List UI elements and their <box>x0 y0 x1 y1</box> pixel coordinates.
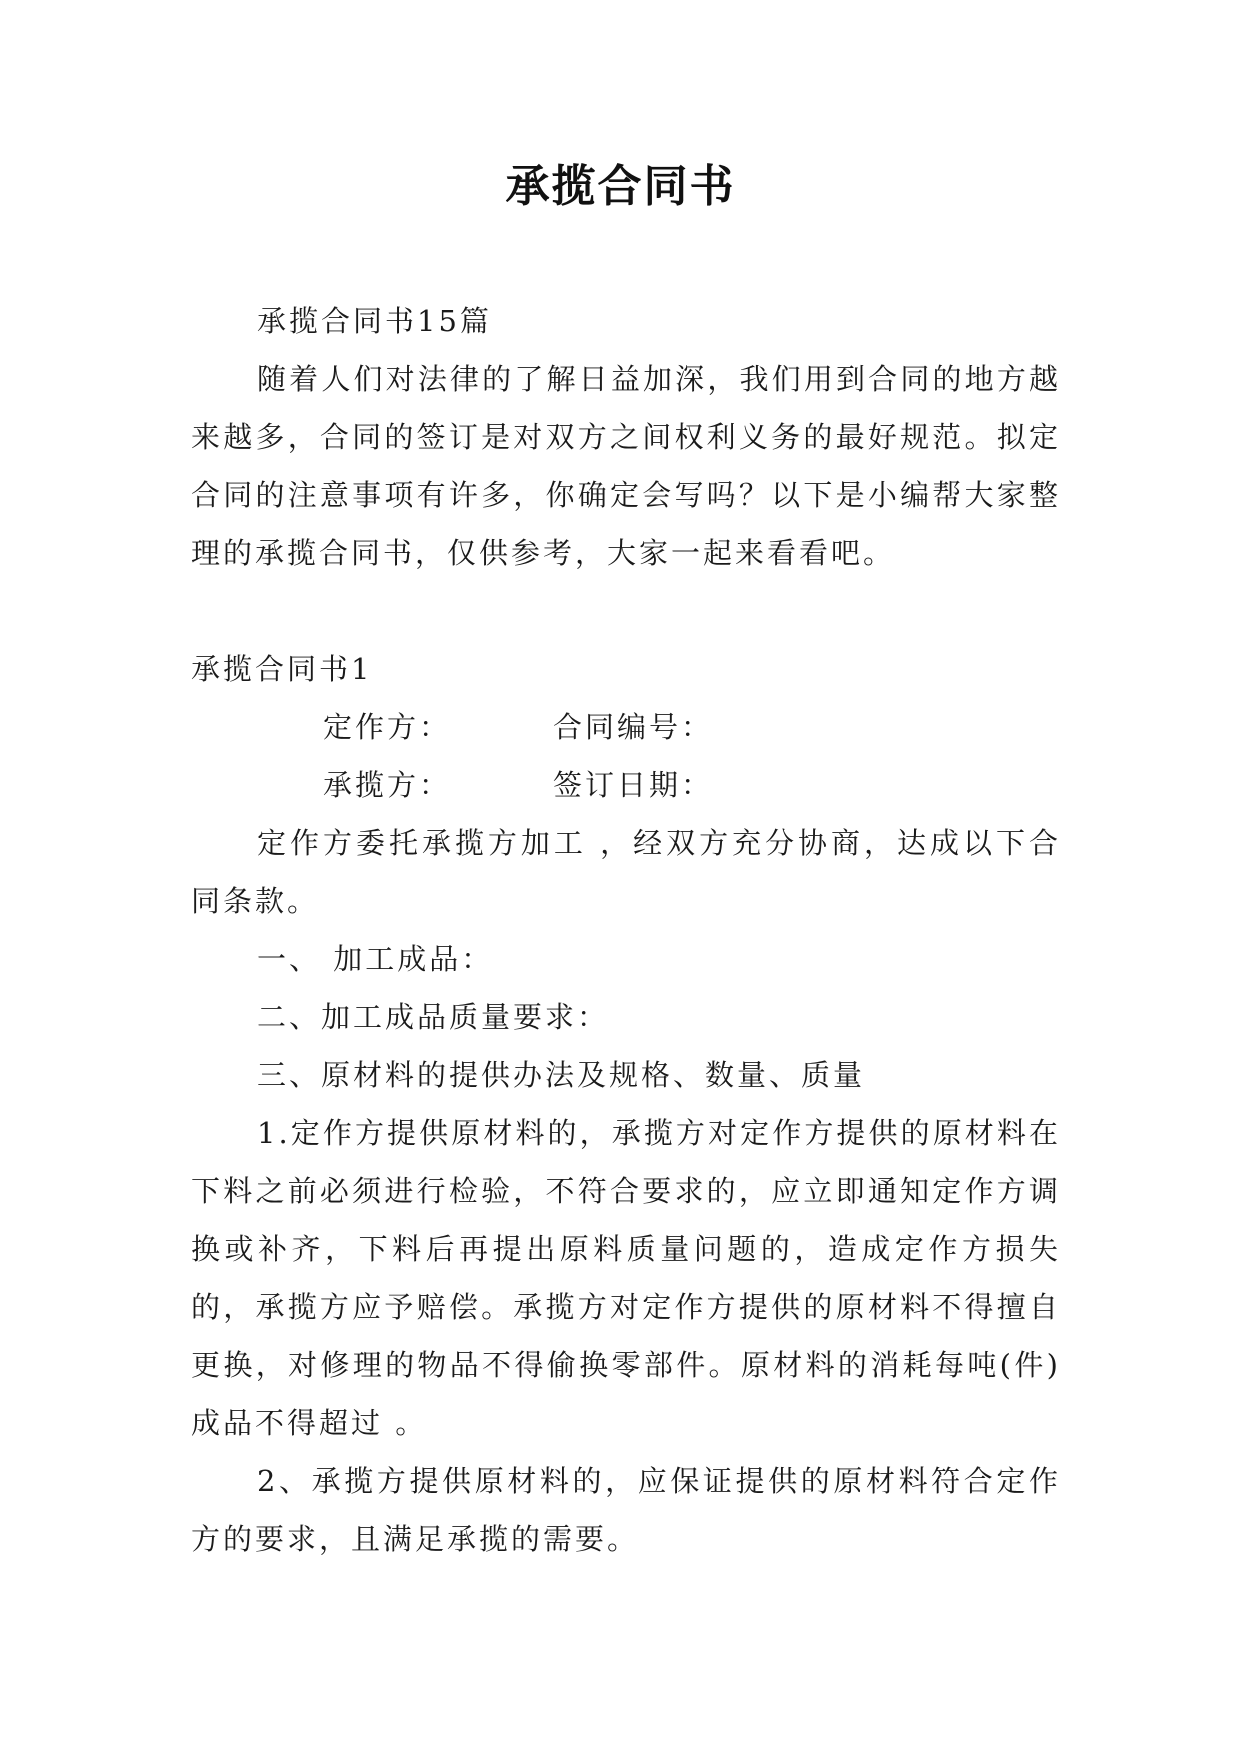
section-spacer <box>191 582 1061 640</box>
contract-number-label: 合同编号： <box>553 710 714 744</box>
paragraph-2: 2、承揽方提供原材料的，应保证提供的原材料符合定作方的要求，且满足承揽的需要。 <box>191 1464 1061 1556</box>
paragraph-1: 1.定作方提供原材料的，承揽方对定作方提供的原材料在下料之前必须进行检验，不符合要求的，应立即通知定作方调换或补齐，下料后再提出原料质量问题的，造成定作方损失的，承揽方应予赔偿。承揽方对定作方提供的原材料不得擅自更换，对修理的物品不得偷换零部件。原材料的消耗每吨(件)成品不得超过 。 <box>191 1116 1061 1440</box>
subtitle: 承揽合同书15篇 <box>257 304 492 338</box>
intro-paragraph: 随着人们对法律的了解日益加深，我们用到合同的地方越来越多，合同的签订是对双方之间权利义务的最好规范。拟定合同的注意事项有许多，你确定会写吗？以下是小编帮大家整理的承揽合同书，仅供参考，大家一起来看看吧。 <box>191 362 1061 570</box>
item-3: 三、原材料的提供办法及规格、数量、质量 <box>257 1058 866 1092</box>
party-a-label: 定作方： <box>323 710 452 744</box>
item-2: 二、加工成品质量要求： <box>257 1000 610 1034</box>
item-1: 一、 加工成品： <box>257 942 494 976</box>
sign-date-label: 签订日期： <box>553 768 714 802</box>
party-b-line <box>191 756 1061 814</box>
party-a-line <box>191 698 1061 756</box>
clause-intro-paragraph: 定作方委托承揽方加工 ，经双方充分协商，达成以下合同条款。 <box>191 826 1061 918</box>
document-title: 承揽合同书 <box>505 161 736 212</box>
document-body <box>191 292 1061 1568</box>
section-heading: 承揽合同书1 <box>191 652 373 686</box>
party-b-label: 承揽方： <box>323 768 452 802</box>
